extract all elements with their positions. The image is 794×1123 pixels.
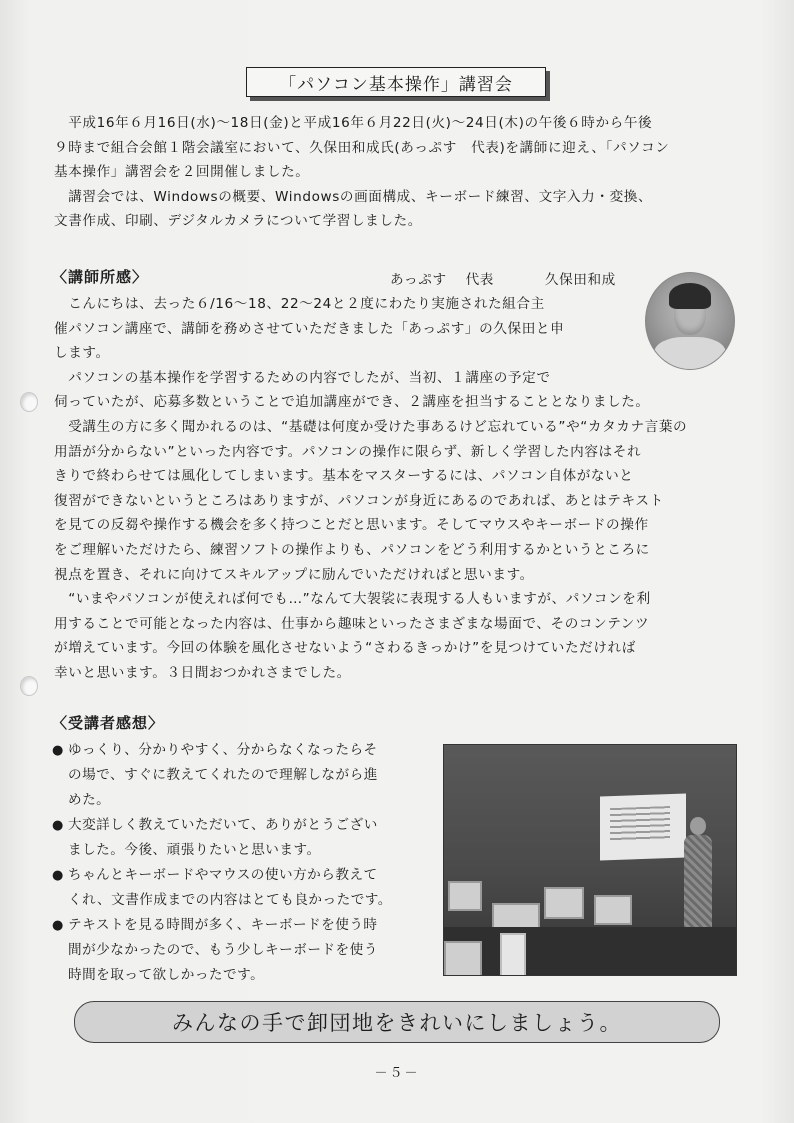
- comment-item: [52, 738, 437, 813]
- message-line: 幸いと思います。３日間おつかれさまでした。: [54, 664, 351, 681]
- comment-line: の場で、すぐに教えてくれたので理解しながら進: [68, 767, 378, 783]
- comment-line: ました。今後、頑張りたいと思います。: [68, 842, 321, 858]
- intro-line: 文書作成、印刷、デジタルカメラについて学習しました。: [54, 213, 422, 230]
- comment-item: [52, 913, 437, 988]
- message-line: パソコンの基本操作を学習するための内容でしたが、当初、１講座の予定で: [54, 369, 551, 386]
- comment-line: テキストを見る時間が多く、キーボードを使う時: [68, 917, 378, 933]
- message-line: “いまやパソコンが使えれば何でも…”なんて大袈裟に表現する人もいますが、パソコンを利: [54, 591, 651, 608]
- instructor-heading: 〈講師所感〉: [52, 268, 149, 286]
- intro-line: ９時まで組合会館１階会議室において、久保田和成氏(あっぷす 代表)を講師に迎え、「パソコン: [54, 139, 670, 156]
- bullet-icon: ●: [52, 818, 64, 833]
- message-line: 催パソコン講座で、講師を務めさせていただきました「あっぷす」の久保田と申: [54, 320, 565, 337]
- speaker-org: あっぷす: [390, 272, 447, 288]
- bullet-icon: ●: [52, 918, 64, 933]
- message-line: 用することで可能となった内容は、仕事から趣味といったさまざまな場面で、そのコンテンツ: [54, 615, 650, 632]
- intro-line: 平成16年６月16日(水)～18日(金)と平成16年６月22日(火)～24日(木)の午後６時から午後: [54, 115, 653, 131]
- message-line: こんにちは、去った６/16～18、22～24と２度にわたり実施された組合主: [54, 296, 545, 312]
- message-line: します。: [54, 345, 110, 362]
- participant-comments: [52, 738, 437, 988]
- message-line: 復習ができないというところはありますが、パソコンが身近にあるのであれば、あとはテキスト: [54, 492, 664, 509]
- message-line: 伺っていたが、応募多数ということで追加講座ができ、２講座を担当することとなりました。: [54, 394, 650, 411]
- comment-line: めた。: [68, 792, 111, 808]
- classroom-photo: [443, 744, 737, 976]
- message-line: が増えています。今回の体験を風化させないよう“さわるきっかけ”を見つけていただければ: [54, 640, 636, 657]
- participants-heading: 〈受講者感想〉: [52, 714, 165, 732]
- punch-hole-top: [20, 392, 38, 412]
- speaker-name: 久保田和成: [544, 272, 616, 288]
- desk-row: [444, 927, 736, 975]
- punch-hole-bottom: [20, 676, 38, 696]
- comment-line: くれ、文書作成までの内容はとても良かったです。: [68, 892, 392, 908]
- message-line: 用語が分からない”といった内容です。パソコンの操作に限らず、新しく学習した内容はそれ: [54, 443, 642, 460]
- comment-line: 大変詳しく教えていただいて、ありがとうござい: [68, 817, 378, 833]
- comment-item: [52, 863, 437, 913]
- intro-line: 講習会では、Windowsの概要、Windowsの画面構成、キーボード練習、文字入力・変換、: [54, 188, 653, 205]
- comment-item: [52, 813, 437, 863]
- slogan-banner: みんなの手で卸団地をきれいにしましょう。: [74, 1001, 720, 1043]
- comment-line: ゆっくり、分かりやすく、分からなくなったらそ: [68, 742, 378, 758]
- speaker-role: 代表: [465, 272, 494, 288]
- page-title: 「パソコン基本操作」講習会: [246, 67, 546, 97]
- speaker-credit: [390, 268, 630, 288]
- bullet-icon: ●: [52, 743, 64, 758]
- message-line: をご理解いただけたら、練習ソフトの操作よりも、パソコンをどう利用するかというところに: [54, 541, 650, 558]
- page-number: －５－: [374, 1066, 420, 1081]
- message-line: 視点を置き、それに向けてスキルアップに励んでいただければと思います。: [54, 566, 534, 583]
- message-line: きりで終わらせては風化してしまいます。基本をマスターするには、パソコン自体がないと: [54, 468, 634, 485]
- projector-screen: [600, 793, 686, 860]
- comment-line: 時間を取って欲しかったです。: [68, 967, 265, 983]
- bullet-icon: ●: [52, 868, 64, 883]
- intro-paragraph: [54, 111, 744, 234]
- instructor-message: [54, 292, 744, 686]
- comment-line: ちゃんとキーボードやマウスの使い方から教えて: [68, 867, 378, 883]
- message-line: を見ての反芻や操作する機会を多く持つことだと思います。そしてマウスやキーボードの操作: [54, 517, 649, 534]
- comment-line: 間が少なかったので、もう少しキーボードを使う: [68, 942, 378, 958]
- message-line: 受講生の方に多く聞かれるのは、“基礎は何度か受けた事あるけど忘れている”や“カタカナ言葉の: [54, 418, 688, 435]
- intro-line: 基本操作」講習会を２回開催しました。: [54, 164, 310, 181]
